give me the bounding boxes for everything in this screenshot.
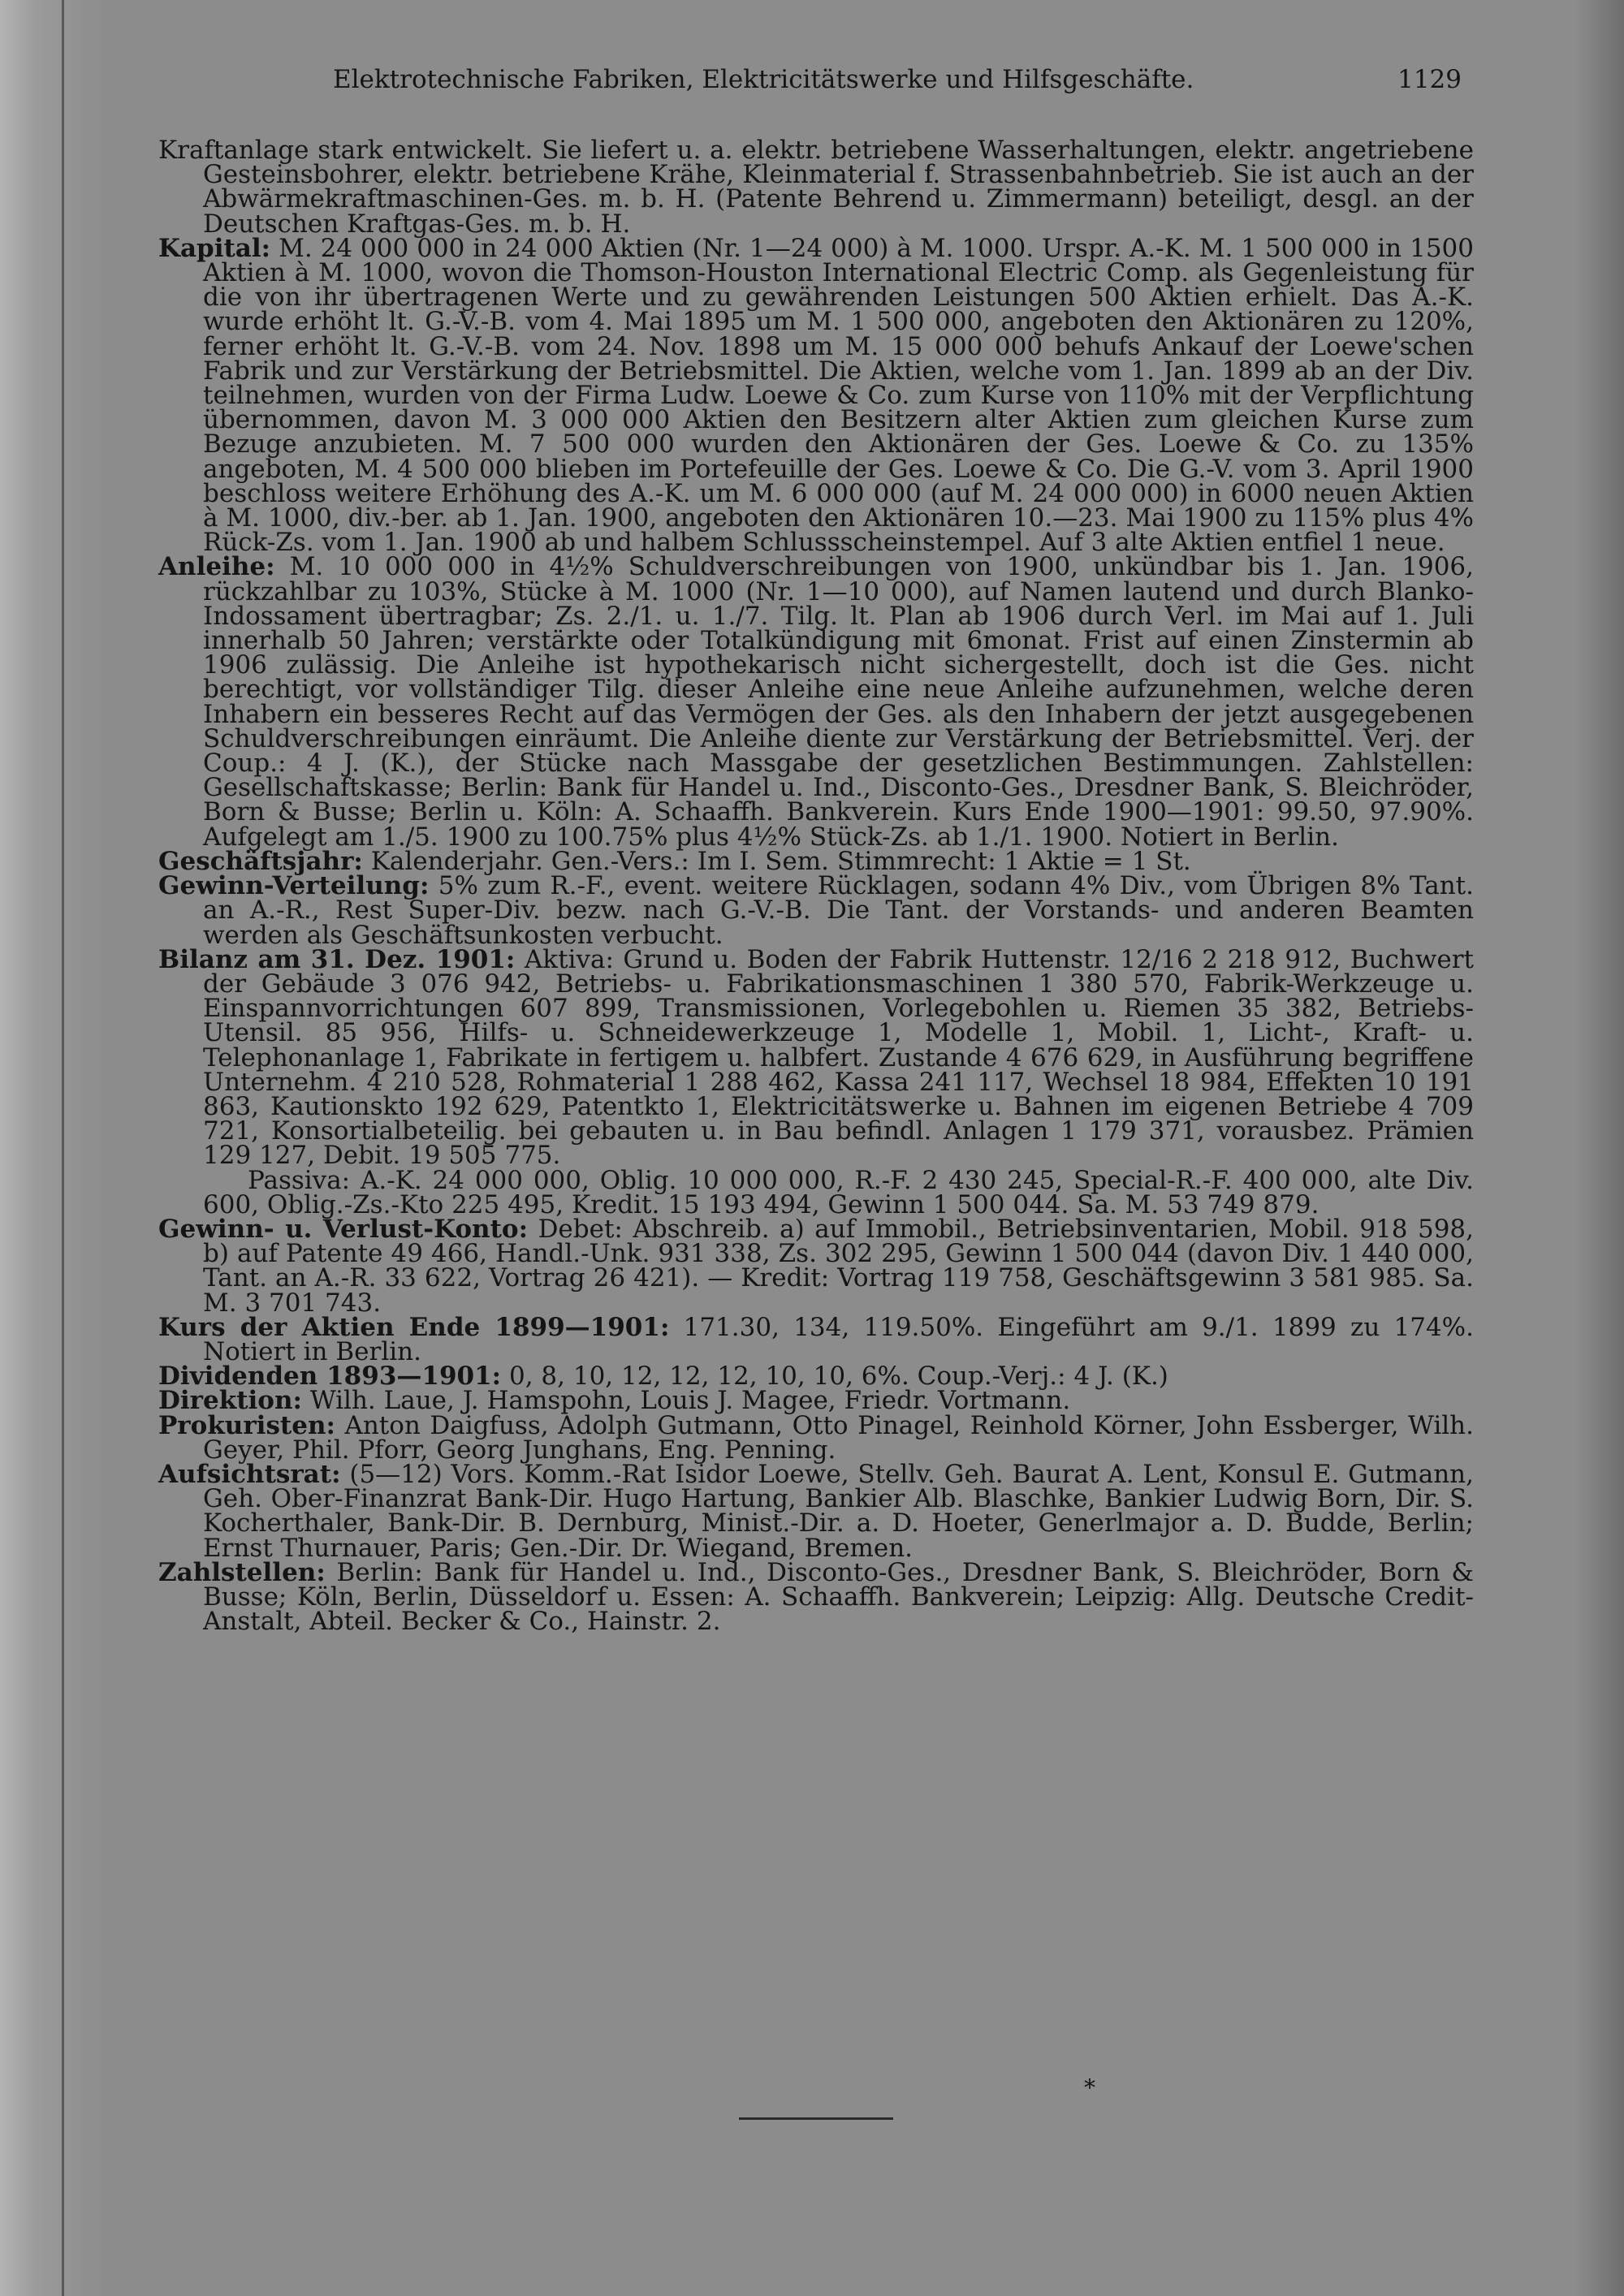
running-header [158, 65, 1470, 106]
entry-text: Passiva: A.-K. 24 000 000, Oblig. 10 000 000, R.-F. 2 430 245, Special-R.-F. 400 000, alte Div. 600, Oblig.-Zs.-Kto 225 495, Kredit. 15 193 494, Gewinn 1 500 044. Sa. M. 53 749 879. [203, 1165, 1474, 1219]
entry-label: Gewinn- u. Verlust-Konto: [158, 1214, 529, 1244]
entry-label: Kapital: [158, 233, 271, 263]
footer-mark: * [1084, 2074, 1095, 2101]
page-edge-left [0, 0, 106, 2296]
header-title: Elektrotechnische Fabriken, Elektricitätswerke und Hilfsgeschäfte. [333, 65, 1194, 94]
section-divider [739, 2117, 893, 2120]
entry-label: Gewinn-Verteilung: [158, 871, 430, 901]
entry-text: 0, 8, 10, 12, 12, 12, 10, 10, 6%. Coup.-Verj.: 4 J. (K.) [508, 1362, 1168, 1392]
entry-text: Debet: Abschreib. a) auf Immobil., Betriebsinventarien, Mobil. 918 598, b) auf Patente 49 466, Handl.-Unk. 931 338, Zs. 302 295, Gewinn 1 500 044 (davon Div. 1 440 000, Tant. an A.-R. 33 622, Vortrag 26 421). — Kredit: Vortrag 119 758, Geschäftsgewinn 3 581 985. Sa. M. 3 701 743. [203, 1214, 1475, 1318]
entry-text: Kalenderjahr. Gen.-Vers.: Im I. Sem. Stimmrecht: 1 Aktie = 1 St. [370, 846, 1191, 876]
entry-text: M. 10 000 000 in 4½% Schuldverschreibungen von 1900, unkündbar bis 1. Jan. 1906, rückzahlbar zu 103%, Stücke à M. 1000 (Nr. 1—10 000), auf Namen lautend und durch Blanko-Indossament übertragbar; Zs. 2./1. u. 1./7. Tilg. lt. Plan ab 1906 durch Verl. im Mai auf 1. Juli innerhalb 50 Jahren; verstärkte oder Totalkündigung mit 6monat. Frist auf einen Zinstermin ab 1906 zulässig. Die Anleihe ist hypothekarisch nicht sichergestellt, doch ist die Ges. nicht berechtigt, vor vollständiger Tilg. dieser Anleihe eine neue Anleihe aufzunehmen, welche deren Inhabern ein besseres Recht auf das Vermögen der Ges. als den Inhabern der jetzt ausgegebenen Schuldverschreibungen einräumt. Die Anleihe diente zur Verstärkung der Betriebsmittel. Verj. der Coup.: 4 J. (K.), der Stücke nach Massgabe der gesetzlichen Bestimmungen. Zahlstellen: Gesellschaftskasse; Berlin: Bank für Handel u. Ind., Disconto-Ges., Dresdner Bank, S. Bleichröder, Born & Busse; Berlin u. Köln: A. Schaaffh. Bankverein. Kurs Ende 1900—1901: 99.50, 97.90%. Aufgelegt am 1./5. 1900 zu 100.75% plus 4½% Stück-Zs. ab 1./1. 1900. Notiert in Berlin. [203, 552, 1474, 852]
entry-label: Aufsichtsrat: [158, 1459, 341, 1489]
entry-text: Anton Daigfuss, Adolph Gutmann, Otto Pinagel, Reinhold Körner, John Essberger, Wilh. Geyer, Phil. Pforr, Georg Junghans, Eng. Penning. [203, 1410, 1474, 1465]
page-edge-right [1575, 0, 1624, 2296]
entry-text: Berlin: Bank für Handel u. Ind., Disconto-Ges., Dresdner Bank, S. Bleichröder, Born & Busse; Köln, Berlin, Düsseldorf u. Essen: A. Schaaffh. Bankverein; Leipzig: Allg. Deutsche Credit-Anstalt, Abteil. Becker & Co., Hainstr. 2. [203, 1557, 1474, 1637]
paragraph-entry [158, 1410, 1474, 1465]
paragraph-entry [158, 1362, 1474, 1392]
entry-label: Zahlstellen: [158, 1557, 326, 1587]
page-number: 1129 [1397, 65, 1462, 94]
entry-text: Wilh. Laue, J. Hamspohn, Louis J. Magee, Friedr. Vortmann. [309, 1386, 1071, 1416]
binding-gutter [62, 0, 64, 2296]
paragraph-entry [158, 871, 1474, 950]
paragraph-entry [158, 233, 1474, 558]
paragraph-entry [158, 846, 1474, 876]
paragraph-entry [158, 1214, 1475, 1318]
document-body [158, 136, 1475, 1637]
entry-text: Aktiva: Grund u. Boden der Fabrik Huttenstr. 12/16 2 218 912, Buchwert der Gebäude 3 076 942, Betriebs- u. Fabrikationsmaschinen 1 380 570, Fabrik-Werkzeuge u. Einspannvorrichtungen 607 899, Transmissionen, Vorlegebohlen u. Riemen 35 382, Betriebs-Utensil. 85 956, Hilfs- u. Schneidewerkzeuge 1, Modelle 1, Mobil. 1, Licht-, Kraft- u. Telephonanlage 1, Fabrikate in fertigem u. halbfert. Zustande 4 676 629, in Ausführung begriffene Unternehm. 4 210 528, Rohmaterial 1 288 462, Kassa 241 117, Wechsel 18 984, Effekten 10 191 863, Kautionskto 192 629, Patentkto 1, Elektricitätswerke u. Bahnen im eigenen Betriebe 4 709 721, Konsortialbeteilig. bei gebauten u. in Bau befindl. Anlagen 1 179 371, vorausbez. Prämien 129 127, Debit. 19 505 775. [203, 944, 1474, 1171]
paragraph-entry [158, 1312, 1474, 1366]
entry-label: Anleihe: [158, 552, 275, 582]
paragraph-entry [158, 1165, 1474, 1219]
entry-label: Dividenden 1893—1901: [158, 1362, 502, 1392]
entry-label: Direktion: [158, 1386, 302, 1416]
paragraph-entry [158, 552, 1474, 852]
entry-text: 5% zum R.-F., event. weitere Rücklagen, sodann 4% Div., vom Übrigen 8% Tant. an A.-R., Rest Super-Div. bezw. nach G.-V.-B. Die Tant. der Vorstands- und anderen Beamten werden als Geschäftsunkosten verbucht. [203, 871, 1474, 950]
entry-text: Kraftanlage stark entwickelt. Sie liefert u. a. elektr. betriebene Wasserhaltungen, elektr. angetriebene Gesteinsbohrer, elektr. betriebene Krähe, Kleinmaterial f. Strassenbahnbetrieb. Sie ist auch an der Abwärmekraftmaschinen-Ges. m. b. H. (Patente Behrend u. Zimmermann) beteiligt, desgl. an der Deutschen Kraftgas-Ges. m. b. H. [158, 136, 1474, 239]
entry-label: Geschäftsjahr: [158, 846, 363, 876]
paragraph-entry [158, 1557, 1474, 1637]
paragraph-entry [158, 944, 1474, 1171]
entry-label: Kurs der Aktien Ende 1899—1901: [158, 1312, 670, 1342]
paragraph-entry [158, 1386, 1474, 1416]
entry-text: 171.30, 134, 119.50%. Eingeführt am 9./1. 1899 zu 174%. Notiert in Berlin. [203, 1312, 1474, 1366]
paragraph-entry [158, 1459, 1474, 1563]
entry-label: Bilanz am 31. Dez. 1901: [158, 944, 516, 974]
paragraph-entry [158, 136, 1474, 239]
entry-text: M. 24 000 000 in 24 000 Aktien (Nr. 1—24 000) à M. 1000. Urspr. A.-K. M. 1 500 000 in 1500 Aktien à M. 1000, wovon die Thomson-Houston International Electric Comp. als Gegenleistung für die von ihr übertragenen Werte und zu gewährenden Leistungen 500 Aktien erhielt. Das A.-K. wurde erhöht lt. G.-V.-B. vom 4. Mai 1895 um M. 1 500 000, angeboten den Aktionären zu 120%, ferner erhöht lt. G.-V.-B. vom 24. Nov. 1898 um M. 15 000 000 behufs Ankauf der Loewe'schen Fabrik und zur Verstärkung der Betriebsmittel. Die Aktien, welche vom 1. Jan. 1899 ab an der Div. teilnehmen, wurden von der Firma Ludw. Loewe & Co. zum Kurse von 110% mit der Verpflichtung übernommen, davon M. 3 000 000 Aktien den Besitzern alter Aktien zum gleichen Kurse zum Bezuge anzubieten. M. 7 500 000 wurden den Aktionären der Ges. Loewe & Co. zu 135% angeboten, M. 4 500 000 blieben im Portefeuille der Ges. Loewe & Co. Die G.-V. vom 3. April 1900 beschloss weitere Erhöhung des A.-K. um M. 6 000 000 (auf M. 24 000 000) in 6000 neuen Aktien à M. 1000, div.-ber. ab 1. Jan. 1900, angeboten den Aktionären 10.—23. Mai 1900 zu 115% plus 4% Rück-Zs. vom 1. Jan. 1900 ab und halbem Schlussscheinstempel. Auf 3 alte Aktien entfiel 1 neue. [203, 233, 1474, 558]
entry-label: Prokuristen: [158, 1410, 335, 1440]
entry-text: (5—12) Vors. Komm.-Rat Isidor Loewe, Stellv. Geh. Baurat A. Lent, Konsul E. Gutmann, Geh. Ober-Finanzrat Bank-Dir. Hugo Hartung, Bankier Alb. Blaschke, Bankier Ludwig Born, Dir. S. Kocherthaler, Bank-Dir. B. Dernburg, Minist.-Dir. a. D. Hoeter, Generlmajor a. D. Budde, Berlin; Ernst Thurnauer, Paris; Gen.-Dir. Dr. Wiegand, Bremen. [203, 1459, 1474, 1563]
